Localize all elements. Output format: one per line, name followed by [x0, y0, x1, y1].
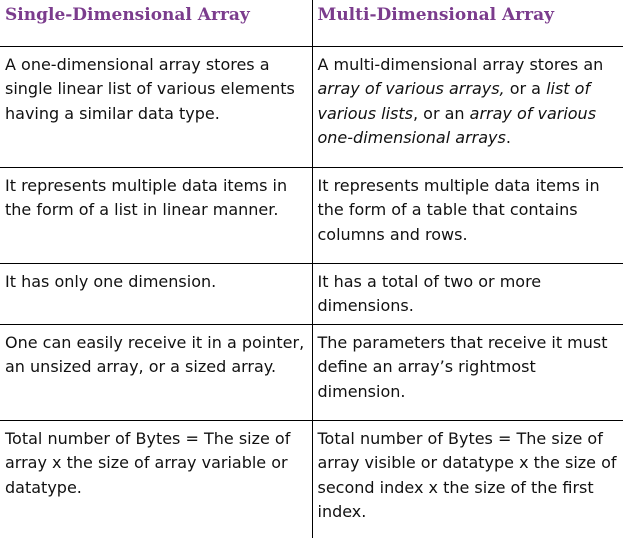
table-row: [0, 420, 623, 538]
cell-multi-bytes: Total number of Bytes = The size of array visible or datatype x the size of second index x the size of the first index.: [312, 420, 623, 538]
table-row: [0, 167, 623, 263]
cell-text: .: [505, 128, 511, 147]
cell-single-storage: A one-dimensional array stores a single linear list of various elements having a similar data type.: [0, 46, 312, 167]
table-row: [0, 46, 623, 167]
cell-italic-text: list of various lists: [317, 79, 591, 123]
cell-text: or a: [504, 79, 547, 98]
table-row: [0, 324, 623, 420]
cell-text: , or an: [412, 103, 470, 123]
cell-text: A multi-dimensional array stores an: [317, 54, 604, 74]
table-row: [0, 263, 623, 324]
cell-single-representation: It represents multiple data items in the form of a list in linear manner.: [0, 167, 312, 263]
cell-italic-text: array of various arrays,: [317, 79, 505, 98]
cell-single-dimension: It has only one dimension.: [0, 263, 312, 324]
header-row: [0, 0, 623, 46]
cell-single-bytes: Total number of Bytes = The size of array x the size of array variable or datatype.: [0, 420, 312, 538]
cell-italic-text: array of various one-dimensional arrays: [317, 103, 597, 147]
cell-multi-receiving: The parameters that receive it must define an array’s rightmost dimension.: [312, 324, 623, 420]
header-single-dimensional: Single-Dimensional Array: [0, 0, 312, 46]
cell-multi-storage: [312, 46, 623, 167]
header-multi-dimensional: Multi-Dimensional Array: [312, 0, 623, 46]
cell-multi-representation: It represents multiple data items in the form of a table that contains columns and rows.: [312, 167, 623, 263]
cell-multi-dimension: It has a total of two or more dimensions.: [312, 263, 623, 324]
cell-single-receiving: One can easily receive it in a pointer, an unsized array, or a sized array.: [0, 324, 312, 420]
